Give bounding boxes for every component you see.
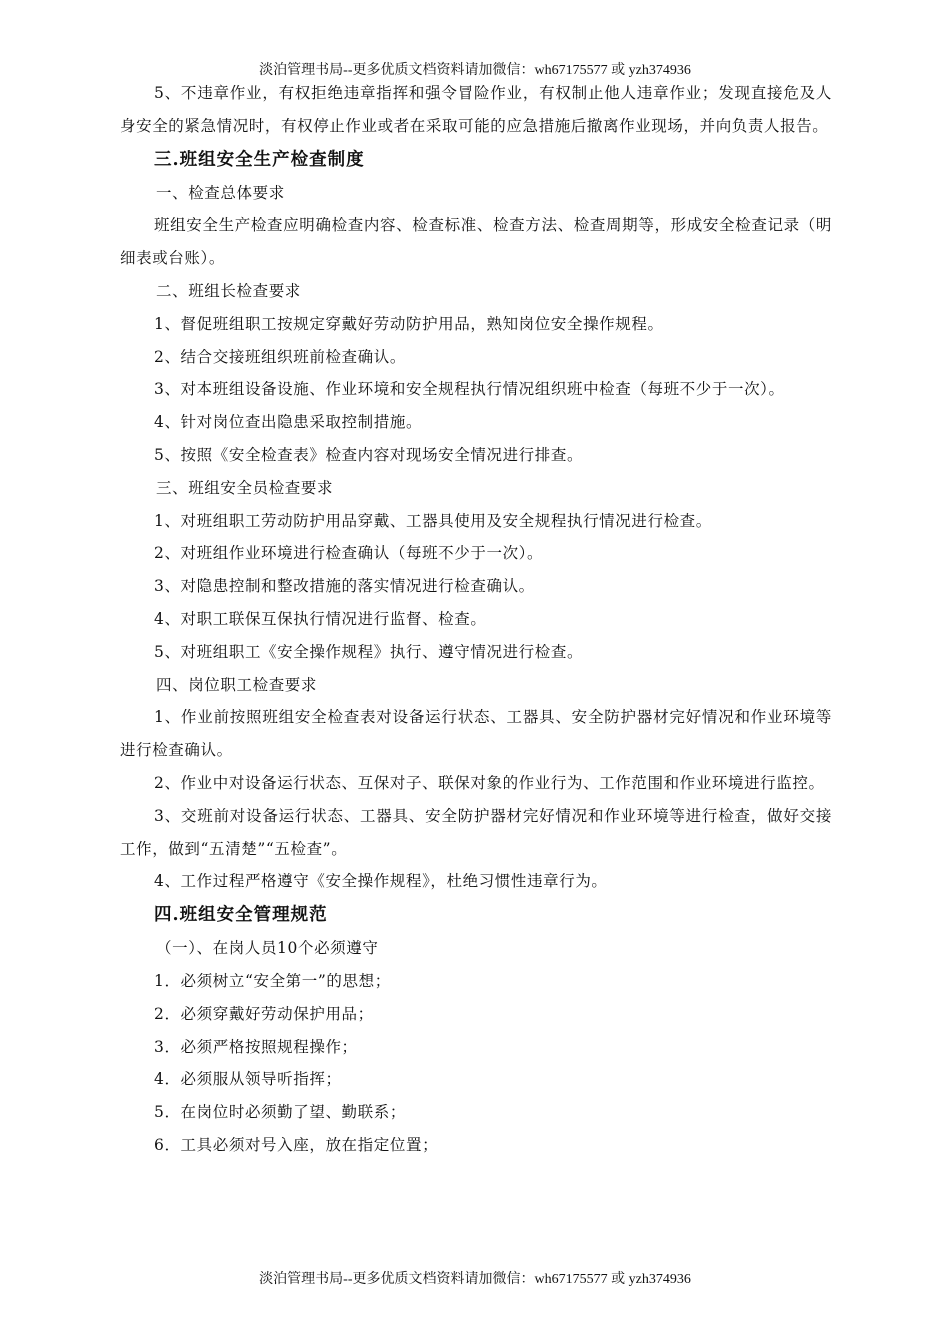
list-item: 2、作业中对设备运行状态、互保对子、联保对象的作业行为、工作范围和作业环境进行监控。 (154, 773, 825, 792)
section-3-sub4-title: 四、岗位职工检查要求 (156, 675, 318, 694)
list-item: 1、对班组职工劳动防护用品穿戴、工器具使用及安全规程执行情况进行检查。 (154, 511, 712, 530)
header-watermark: 淡泊管理书局--更多优质文档资料请加微信：wh67175577 或 yzh374936 (259, 63, 691, 78)
document-body (120, 77, 832, 1162)
list-item: 2．必须穿戴好劳动保护用品； (154, 1004, 374, 1023)
list-item: 2、对班组作业环境进行检查确认（每班不少于一次）。 (154, 544, 544, 563)
intro-paragraph: 5、不违章作业，有权拒绝违章指挥和强令冒险作业，有权制止他人违章作业；发现直接危及人身安全的紧急情况时，有权停止作业或者在采取可能的应急措施后撤离作业现场，并向负责人报告。 (120, 84, 832, 135)
list-item: 6．工具必须对号入座，放在指定位置； (154, 1135, 439, 1154)
list-item: 5、按照《安全检查表》检查内容对现场安全情况进行排查。 (154, 445, 584, 464)
list-item: 3、交班前对设备运行状态、工器具、安全防护器材完好情况和作业环境等进行检查，做好交接工作，做到“五清楚”“五检查”。 (120, 806, 832, 858)
section-3-sub3-title: 三、班组安全员检查要求 (156, 478, 334, 497)
footer-watermark: 淡泊管理书局--更多优质文档资料请加微信：wh67175577 或 yzh374936 (259, 1272, 691, 1287)
section-4-sub1-title: （一）、在岗人员10个必须遵守 (156, 939, 379, 958)
list-item: 1、作业前按照班组安全检查表对设备运行状态、工器具、安全防护器材完好情况和作业环境等进行检查确认。 (120, 708, 832, 760)
list-item: 4、对职工联保互保执行情况进行监督、检查。 (154, 609, 487, 628)
list-item: 3、对隐患控制和整改措施的落实情况进行检查确认。 (154, 577, 535, 596)
section-3-sub1-title: 一、检查总体要求 (156, 183, 285, 202)
list-item: 4、针对岗位查出隐患采取控制措施。 (154, 413, 423, 432)
section-4-title: 四.班组安全管理规范 (154, 905, 328, 926)
list-item: 5．在岗位时必须勤了望、勤联系； (154, 1103, 406, 1122)
list-item: 4．必须服从领导听指挥； (154, 1070, 342, 1089)
list-item: 1、督促班组职工按规定穿戴好劳动防护用品，熟知岗位安全操作规程。 (154, 314, 664, 333)
section-3-sub1-text: 班组安全生产检查应明确检查内容、检查标准、检查方法、检查周期等，形成安全检查记录（明细表或台账）。 (120, 216, 832, 268)
section-3-sub2-title: 二、班组长检查要求 (156, 281, 301, 300)
list-item: 4、工作过程严格遵守《安全操作规程》，杜绝习惯性违章行为。 (154, 872, 608, 891)
list-item: 5、对班组职工《安全操作规程》执行、遵守情况进行检查。 (154, 642, 584, 661)
list-item: 2、结合交接班组织班前检查确认。 (154, 347, 406, 366)
list-item: 1．必须树立“安全第一”的思想； (154, 971, 391, 990)
list-item: 3、对本班组设备设施、作业环境和安全规程执行情况组织班中检查（每班不少于一次）。 (154, 380, 785, 399)
list-item: 3．必须严格按照规程操作； (154, 1037, 358, 1056)
section-3-title: 三.班组安全生产检查制度 (154, 149, 365, 170)
